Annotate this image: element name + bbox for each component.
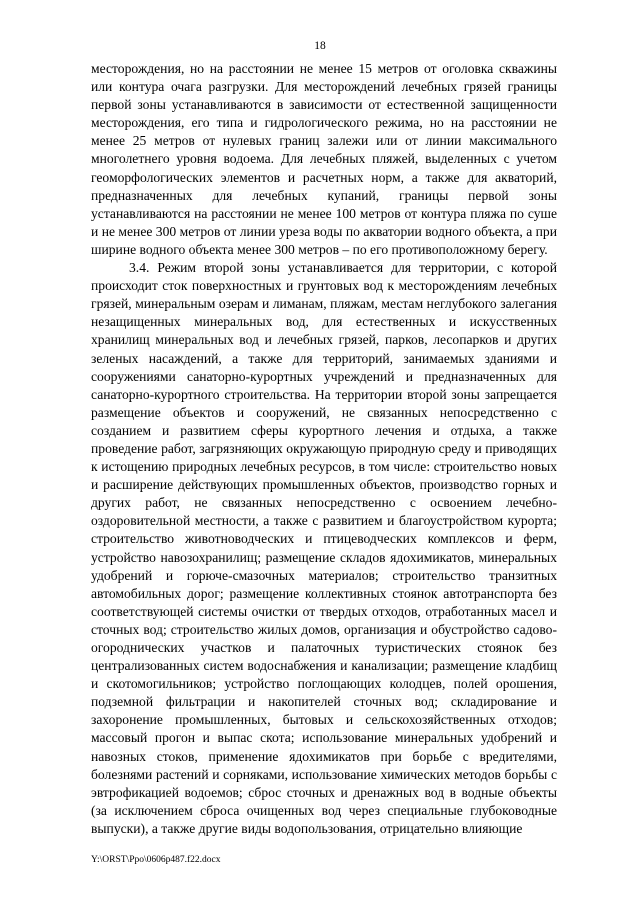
paragraph-first-zone-boundaries: месторождения, но на расстоянии не менее 15 метров от оголовка скважины или контура очага разгрузки. Для месторождений лечебных грязей границы первой зоны устанавливаются в зависимости от естественной защищенности месторождения, его типа и гидрологического режима, но на расстоянии не менее 25 метров от нулевых границ залежи или от линии максимального многолетнего уровня водоема. Для лечебных пляжей, выделенных с учетом геоморфологических элементов и расчетных норм, а также для акваторий, предназначенных для лечебных купаний, границы первой зоны устанавливаются на расстоянии не менее 100 метров от контура пляжа по суше и не менее 300 метров от линии уреза воды по акватории водного объекта, а при ширине водного объекта менее 300 метров – по его противоположному берегу. bbox=[91, 61, 557, 257]
paragraph-second-zone-regime: 3.4. Режим второй зоны устанавливается для территории, с которой происходит сток поверхностных и грунтовых вод к месторождениям лечебных грязей, минеральным озерам и лиманам, пляжам, местам неглубокого залегания незащищенных минеральных вод, для естественных и искусственных хранилищ минеральных вод и лечебных грязей, парков, лесопарков и других зеленых насаждений, а также для территорий, занимаемых зданиями и сооружениями санаторно-курортных учреждений и предназначенных для санаторно-курортного строительства. На территории второй зоны запрещается размещение объектов и сооружений, не связанных непосредственно с созданием и развитием сферы курортного лечения и отдыха, а также проведение работ, загрязняющих окружающую природную среду и приводящих к истощению природных лечебных ресурсов, в том числе: строительство новых и расширение действующих промышленных объектов, производство горных и других работ, не связанных непосредственно с освоением лечебно-оздоровительной местности, а также с развитием и благоустройством курорта; строительство животноводческих и птицеводческих комплексов и ферм, устройство навозохранилищ; размещение складов ядохимикатов, минеральных удобрений и горюче-смазочных материалов; строительство транзитных автомобильных дорог; размещение коллективных стоянок автотранспорта без соответствующей системы очистки от твердых отходов, отработанных масел и сточных вод; строительство жилых домов, организация и обустройство садово-огороднических участков и палаточных туристических стоянок без централизованных систем водоснабжения и канализации; размещение кладбищ и скотомогильников; устройство поглощающих колодцев, полей орошения, подземной фильтрации и накопителей сточных вод; складирование и захоронение промышленных, бытовых и сельскохозяйственных отходов; массовый прогон и выпас скота; использование минеральных удобрений и навозных стоков, применение ядохимикатов при борьбе с вредителями, болезнями растений и сорняками, использование химических методов борьбы с эвтрофикацией водоемов; сброс сточных и дренажных вод в водные объекты (за исключением сброса очищенных вод через специальные глубоководные выпуски), а также другие виды водопользования, отрицательно влияющие bbox=[91, 260, 557, 836]
document-body bbox=[91, 60, 557, 838]
footer-file-path: Y:\ORST\Ppo\0606p487.f22.docx bbox=[91, 855, 221, 865]
page-number: 18 bbox=[314, 40, 326, 52]
